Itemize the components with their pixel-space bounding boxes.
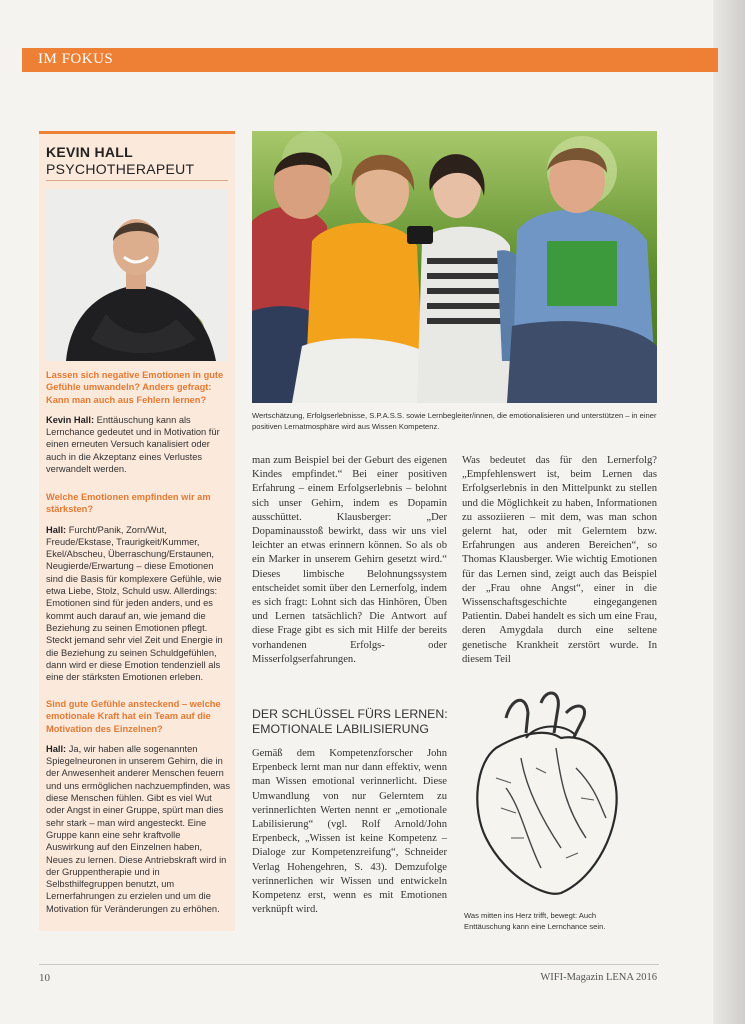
interview-q3 (46, 698, 230, 915)
section-header-bar (22, 48, 718, 72)
article-subheading: DER SCHLÜSSEL FÜRS LERNEN: EMOTIONALE LABILISIERUNG (252, 707, 448, 736)
sidebar-top-rule (39, 131, 235, 134)
paragraph-col1-bottom: Gemäß dem Kompetenzforscher John Erpenbeck lernt man nur dann effektiv, wenn man Wissen emotional verinnerlicht. Diese Umwandlung von nur Gelerntem zu verinnerlichten Werten nennt er „emotionale Labilisierung“ (vgl. Rolf Arnold/John Erpenbeck, „Wissen ist keine Kompetenz – Dialoge zur Kompetenzreifung“, Schneider Verlag Hohengehren, S. 43). Demzufolge verinnerlichen wir Wissen und entwickeln Kompetenz erst, wenn es mit Emotionen verknüpft wird. (252, 748, 447, 916)
heart-caption: Was mitten ins Herz trifft, bewegt: Auch Enttäuschung kann eine Lernchance sein. (464, 911, 606, 931)
answer-3 (46, 743, 230, 915)
question-2: Welche Emotionen empfinden wir am stärksten? (46, 492, 211, 515)
interviewee-role: PSYCHOTHERAPEUT (46, 161, 195, 177)
heart-icon (466, 688, 626, 903)
speaker-3: Hall: (46, 743, 67, 754)
name-divider (46, 180, 228, 181)
portrait-illustration (46, 189, 228, 361)
page-number: 10 (39, 972, 50, 984)
footer-divider (39, 964, 659, 965)
interview-q1 (46, 369, 230, 475)
article-column-1-bottom (252, 747, 447, 917)
question-1: Lassen sich negative Emotionen in gute Gefühle umwandeln? Anders gefragt: Kann man auch aus Fehlern lernen? (46, 370, 224, 405)
answer-2-text: Furcht/Panik, Zorn/Wut, Freude/Ekstase, Traurigkeit/Kummer, Ekel/Abscheu, Überraschung/Erstaunen, Neugierde/Erwartung – diese Emotionen sind die Basis für komplexere Gefühle, wie etwa Liebe, Stolz, Schuld usw. Allerdings: Emotionen sind für jeden anders, und es kommt auch darauf an, wie jemand die Beziehung zu seinen Emotionen pflegt. Steckt jemand sehr viel Zeit und Energie in die Beziehung zu seinen Schuldgefühlen, dann wird er diese Emotion tendenziell als eine der stärksten Emotionen erleben. (46, 524, 223, 683)
students-illustration (252, 131, 657, 403)
answer-1-text: Enttäuschung kann als Lernchance gedeutet und in Motivation für einen erneuten Versuch kanalisiert oder auch in die Akzeptanz eines Verlustes verwandelt werden. (46, 414, 220, 475)
magazine-issue: WIFI-Magazin LENA 2016 (540, 972, 657, 983)
interviewee-block (46, 144, 230, 178)
students-photo (252, 131, 657, 403)
interviewee-name: KEVIN HALL (46, 144, 133, 160)
article-column-2 (462, 454, 657, 667)
anatomical-heart-illustration (466, 688, 626, 903)
paragraph-col1-top: man zum Beispiel bei der Geburt des eigenen Kindes empfindet.“ Bei einer positiven Erfahrung – einem Erfolgserlebnis – belohnt sich unser Gehirn, indem es Dopamin ausschüttet. Klausberger: „Der Dopaminausstoß bewirkt, dass wir uns viel leichter an etwas erinnern können. So als ob ein Marker in unserem Gehirn gesetzt wird.“ Dieses limbische Belohnungssystem entscheidet somit über den Lernerfolg, indem es sich fragt: Lohnt sich das Hinhören, Üben und Lernen tatsächlich? Die Antwort auf diese Frage gibt es sich mit Hilfe der bereits vorhandenen Erfolgs- oder Misserfolgserfahrungen. (252, 455, 447, 665)
portrait-photo (46, 189, 228, 361)
answer-1 (46, 414, 230, 475)
question-3: Sind gute Gefühle ansteckend – welche emotionale Kraft hat ein Team auf die Motivation des Einzelnen? (46, 699, 221, 734)
article-column-1-top (252, 454, 447, 667)
speaker-2: Hall: (46, 524, 67, 535)
paragraph-col2: Was bedeutet das für den Lernerfolg? „Empfehlenswert ist, beim Lernen das Erfolgserlebnis in den Mittelpunkt zu stellen und die Möglichkeit zu haben, Informationen zu assoziieren – mit dem, was man schon gelernt hat, oder mit Gelerntem bzw. Erfahrungen aus anderen Bereichen“, so Thomas Klausberger. Wie wichtig Emotionen für das Lernen sind, zeigt auch das Beispiel der „Frau ohne Angst“, einer in die Wissenschaftsgeschichte eingegangenen Patientin. Dabei handelt es sich um eine Frau, deren Amygdala durch eine seltene genetische Krankheit zerstört wurde. In diesem Teil (462, 455, 657, 665)
scan-edge (713, 0, 745, 1024)
section-title: IM FOKUS (38, 51, 114, 67)
photo-caption: Wertschätzung, Erfolgserlebnisse, S.P.A.S.S. sowie Lernbegleiter/innen, die emotionalisieren und unterstützen – in einer positiven Lernatmosphäre wird aus Wissen Kompetenz. (252, 411, 657, 431)
answer-2 (46, 524, 230, 684)
answer-3-text: Ja, wir haben alle sogenannten Spiegelneuronen in unserem Gehirn, die in der Anwesenheit anderer Menschen feuern und uns ermöglichen nachzuempfinden, was diese Menschen fühlen. Gibt es viel Wut oder Angst in einer Gruppe, spürt man dies sehr stark – man wird angesteckt. Eine Gruppe kann eine sehr kraftvolle Auswirkung auf den Einzelnen haben, Neues zu lernen. Diese Antriebskraft wird in der Gruppentherapie und in Selbsthilfegruppen benutzt, um Lernerfahrungen zu erzielen und um die Motivation für Veränderungen zu erhöhen. (46, 743, 230, 914)
interview-q2 (46, 491, 230, 683)
speaker-1: Kevin Hall: (46, 414, 95, 425)
